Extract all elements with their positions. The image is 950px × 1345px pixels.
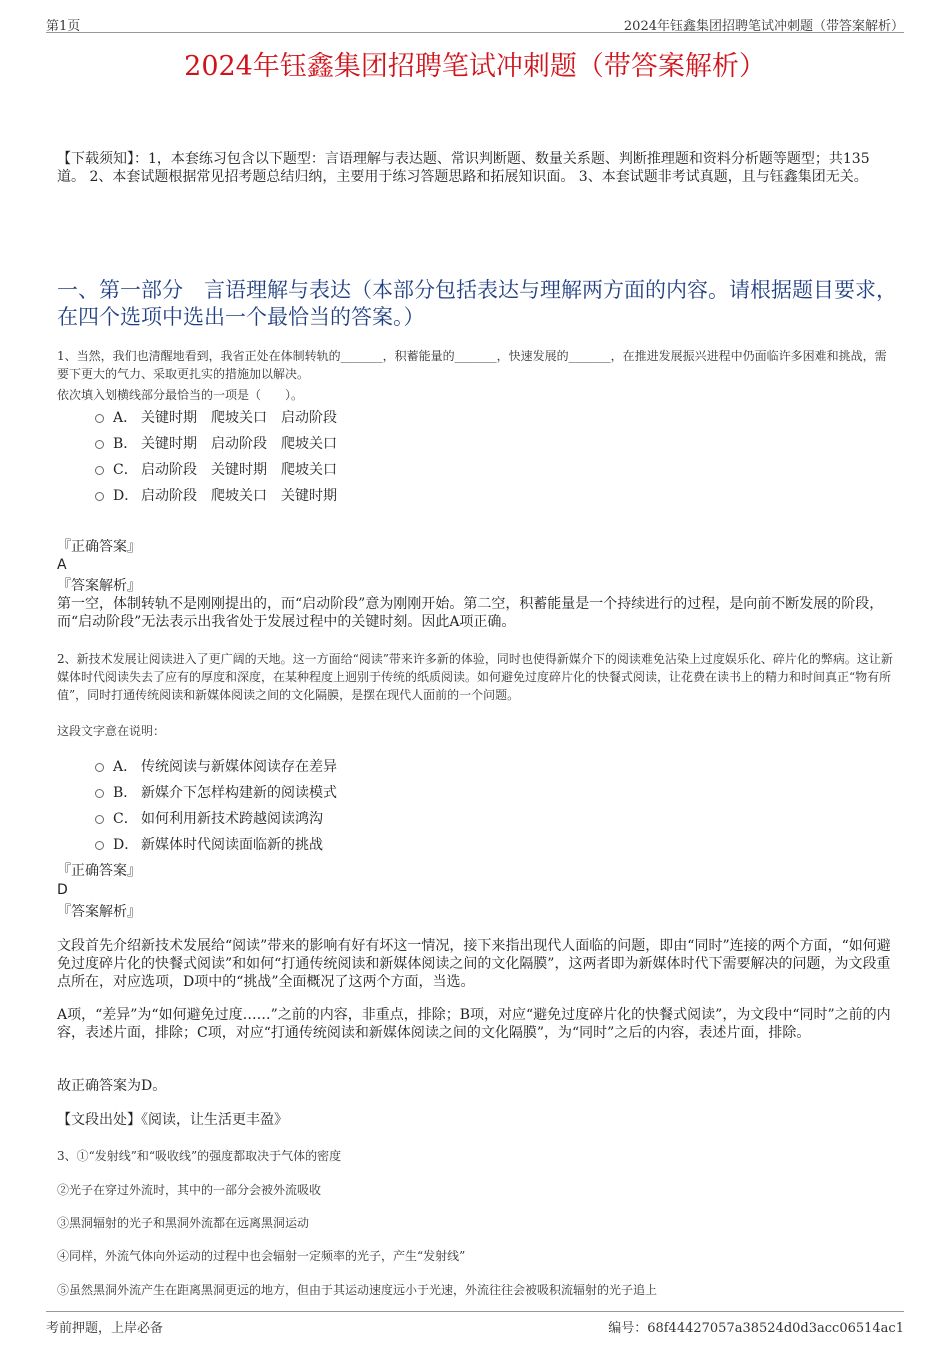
q1-answer-label: 『正确答案』	[57, 539, 141, 555]
q1-analysis: 第一空，体制转轨不是刚刚提出的，而“启动阶段”意为刚刚开始。第二空，积蓄能量是一个持续进行的过程，是向前不断发展的阶段，而“启动阶段”无法表示出我省处于发展过程中的关键时刻。因此A项正确。	[57, 596, 884, 630]
q2-option-d[interactable]: D． 新媒体时代阅读面临新的挑战	[95, 832, 337, 858]
q2-source: 【文段出处】《阅读，让生活更丰盈》	[57, 1112, 288, 1128]
q1-answer: A	[57, 557, 67, 573]
header-doc-title: 2024年钰鑫集团招聘笔试冲刺题（带答案解析）	[623, 19, 904, 34]
q2-option-b[interactable]: B． 新媒介下怎样构建新的阅读模式	[95, 780, 337, 806]
q1-option-c[interactable]: C． 启动阶段 关键时期 爬坡关口	[95, 457, 337, 483]
radio-icon[interactable]	[95, 841, 104, 850]
q2-analysis-label: 『答案解析』	[57, 904, 141, 920]
q1-stem: 1、当然，我们也清醒地看到，我省正处在体制转轨的_______，积蓄能量的_______，快速发展的_______，在推进发展振兴进程中仍面临许多困难和挑战，需要下更大的气力、采取更扎实的措施加以解决。	[57, 349, 887, 381]
radio-icon[interactable]	[95, 492, 104, 501]
radio-icon[interactable]	[95, 466, 104, 475]
page-footer	[46, 1311, 904, 1334]
q1-analysis-label: 『答案解析』	[57, 578, 141, 594]
q2-prompt: 这段文字意在说明：	[57, 724, 166, 738]
radio-icon[interactable]	[95, 414, 104, 423]
q1-prompt: 依次填入划横线部分最恰当的一项是（ ）。	[57, 388, 304, 402]
q3-sentence-5: ⑤虽然黑洞外流产生在距离黑洞更远的地方，但由于其运动速度远小于光速，外流往往会被吸积流辐射的光子追上	[57, 1283, 658, 1297]
q2-option-c[interactable]: C． 如何利用新技术跨越阅读鸿沟	[95, 806, 337, 832]
page-number: 第1页	[46, 19, 81, 34]
q2-analysis-p3: 故正确答案为D。	[57, 1078, 167, 1094]
q2-answer: D	[57, 882, 68, 898]
q3-sentence-3: ③黑洞辐射的光子和黑洞外流都在远离黑洞运动	[57, 1216, 310, 1230]
q2-analysis-p2: A项，“差异”为“如何避免过度……”之前的内容，非重点，排除；B项，对应“避免过度碎片化的快餐式阅读”，为文段中“同时”之前的内容，表述片面，排除；C项，对应“打通传统阅读和新媒体阅读之间的文化隔膜”，为“同时”之后的内容，表述片面，排除。	[57, 1007, 891, 1041]
q1-options	[95, 405, 337, 509]
q3-sentence-4: ④同样，外流气体向外运动的过程中也会辐射一定频率的光子，产生“发射线”	[57, 1249, 466, 1263]
q1-option-a[interactable]: A． 关键时期 爬坡关口 启动阶段	[95, 405, 337, 431]
footer-slogan: 考前押题，上岸必备	[46, 1321, 164, 1336]
page-header	[46, 12, 904, 33]
footer-doc-id: 编号：68f44427057a38524d0d3acc06514ac1	[608, 1321, 904, 1336]
download-notice: 【下载须知】：1，本套练习包含以下题型：言语理解与表达题、常识判断题、数量关系题、判断推理题和资料分析题等题型；共135道。 2、本套试题根据常见招考题总结归纳，主要用于练习答题思路和拓展知识面。 3、本套试题非考试真题，且与钰鑫集团无关。	[57, 151, 870, 185]
q2-option-a[interactable]: A． 传统阅读与新媒体阅读存在差异	[95, 754, 337, 780]
radio-icon[interactable]	[95, 789, 104, 798]
q2-stem: 2、新技术发展让阅读进入了更广阔的天地。这一方面给“阅读”带来许多新的体验，同时也使得新媒介下的阅读难免沾染上过度娱乐化、碎片化的弊病。这让新媒体时代阅读失去了应有的厚度和深度，在某种程度上迥别于传统的纸质阅读。如何避免过度碎片化的快餐式阅读，让花费在读书上的精力和时间真正“物有所值”，同时打通传统阅读和新媒体阅读之间的文化隔膜，是摆在现代人面前的一个问题。	[57, 652, 893, 702]
section-heading: 一、第一部分 言语理解与表达（本部分包括表达与理解两方面的内容。请根据题目要求，在四个选项中选出一个最恰当的答案。）	[57, 278, 897, 329]
q1-option-d[interactable]: D． 启动阶段 爬坡关口 关键时期	[95, 483, 337, 509]
radio-icon[interactable]	[95, 440, 104, 449]
q2-options	[95, 754, 337, 858]
q3-sentence-1: 3、①“发射线”和“吸收线”的强度都取决于气体的密度	[57, 1149, 342, 1163]
q2-analysis-p1: 文段首先介绍新技术发展给“阅读”带来的影响有好有坏这一情况，接下来指出现代人面临的问题，即由“同时”连接的两个方面，“如何避免过度碎片化的快餐式阅读”和如何“打通传统阅读和新媒体阅读之间的文化隔膜”，这两者即为新媒体时代下需要解决的问题，为文段重点所在，对应选项，D项中的“挑战”全面概况了这两个方面，当选。	[57, 938, 891, 990]
document-title: 2024年钰鑫集团招聘笔试冲刺题（带答案解析）	[184, 51, 766, 82]
q2-answer-label: 『正确答案』	[57, 863, 141, 879]
radio-icon[interactable]	[95, 763, 104, 772]
q3-sentence-2: ②光子在穿过外流时，其中的一部分会被外流吸收	[57, 1183, 322, 1197]
q1-option-b[interactable]: B． 关键时期 启动阶段 爬坡关口	[95, 431, 337, 457]
radio-icon[interactable]	[95, 815, 104, 824]
